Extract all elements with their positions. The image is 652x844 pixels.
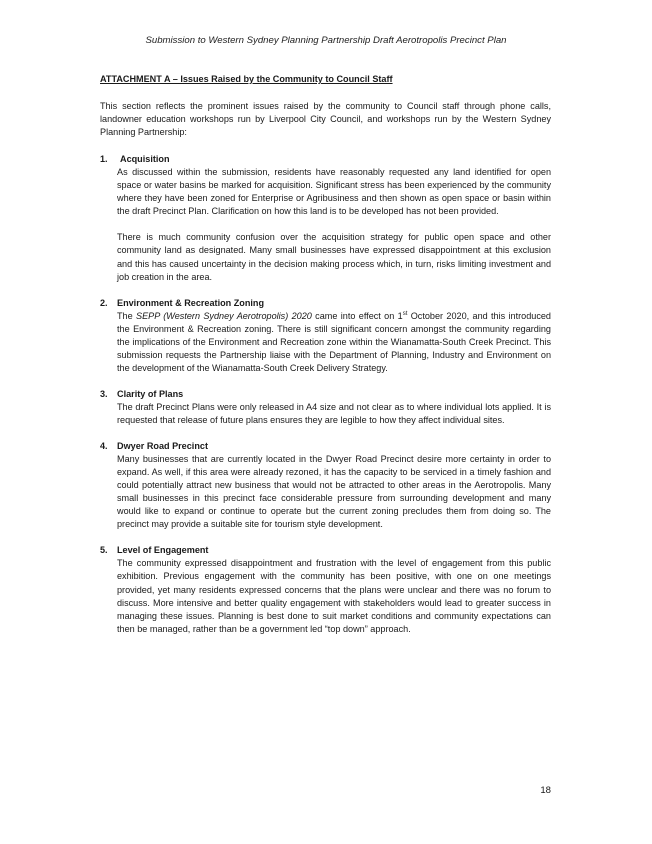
item-title: Dwyer Road Precinct (117, 441, 208, 452)
item-title: Acquisition (120, 154, 170, 165)
item-title: Environment & Recreation Zoning (117, 297, 265, 308)
item-paragraph: The community expressed disappointment and frustration with the level of engagement from this public exhibition. Previous engagement with the community has been positive, with one on one meetings provided, yet many residents expressed concerns that the plans were unclear and there was no forum to discuss. More intensive and better quality engagement with stakeholders would lead to greater success in managing these issues. Planning is best done to suit market conditions and community expectations can then be managed, rather than be a government led “top down” approach. (117, 558, 551, 634)
page-content (100, 73, 551, 649)
item-number: 1. (100, 154, 108, 165)
item-paragraph: The draft Precinct Plans were only released in A4 size and not clear as to where individual lots applied. It is requested that release of future plans ensures they are legible to how they affect individual sites. (117, 401, 551, 425)
item-title: Clarity of Plans (117, 388, 184, 399)
sepp-citation: SEPP (Western Sydney Aerotropolis) 2020 (136, 310, 312, 321)
item-number: 5. (100, 545, 108, 556)
issue-item-environment-recreation (100, 297, 551, 375)
item-number: 4. (100, 441, 108, 452)
item-paragraph: Many businesses that are currently located in the Dwyer Road Precinct desire more certainty in order to expand. As well, if this area were already rezoned, it has the capacity to be serviced in a timely fashion and could potentially attract new business that would not be attracted to other areas in the Aerotropolis. Many small businesses in this precinct face considerable pressure from surrounding development and many would like to expand or continue to operate but the current zoning precludes them from doing so. The precinct may provide a suitable site for tourism style development. (117, 454, 551, 530)
attachment-heading: ATTACHMENT A – Issues Raised by the Community to Council Staff (100, 74, 393, 84)
issue-item-acquisition (100, 153, 551, 283)
item-number: 2. (100, 297, 108, 308)
item-title: Level of Engagement (117, 545, 209, 556)
issue-item-level-of-engagement (100, 544, 551, 635)
ordinal-suffix: st (402, 310, 408, 317)
running-header: Submission to Western Sydney Planning Partnership Draft Aerotropolis Precinct Plan (145, 35, 507, 46)
text-run: October 2020, and this introduced the Environment & Recreation zoning. There is still significant concern amongst the community regarding the implications of the Environment and Recreation zone within the Wianamatta-South Creek Precinct. This submission requests the Partnership liaise with the Department of Planning, Industry and Environment on the development of the Wianamatta-South Creek Delivery Strategy. (117, 310, 551, 373)
issue-item-dwyer-road (100, 440, 551, 531)
item-paragraph: There is much community confusion over the acquisition strategy for public open space and other community land as designated. Many small businesses have expressed disappointment at this exclusion and this has caused uncertainty in the decision making process which, in turn, risks limiting investment and job creation in the area. (117, 232, 551, 282)
item-paragraph: As discussed within the submission, residents have reasonably requested any land identified for open space or water basins be marked for acquisition. Significant stress has been experienced by the community where they have been zoned for Enterprise or Agribusiness and then shown as open space or basin within the draft Precinct Plan. Clarification on how this land is to be developed has not been provided. (117, 167, 551, 217)
text-run: came into effect on 1 (311, 310, 403, 321)
text-run: The (117, 310, 137, 321)
item-number: 3. (100, 388, 108, 399)
page-number: 18 (540, 785, 551, 796)
issue-item-clarity-of-plans (100, 388, 551, 427)
item-paragraph (117, 310, 551, 375)
intro-paragraph: This section reflects the prominent issues raised by the community to Council staff through phone calls, landowner education workshops run by Liverpool City Council, and workshops run by the Western Sydney Planning Partnership: (100, 101, 551, 138)
